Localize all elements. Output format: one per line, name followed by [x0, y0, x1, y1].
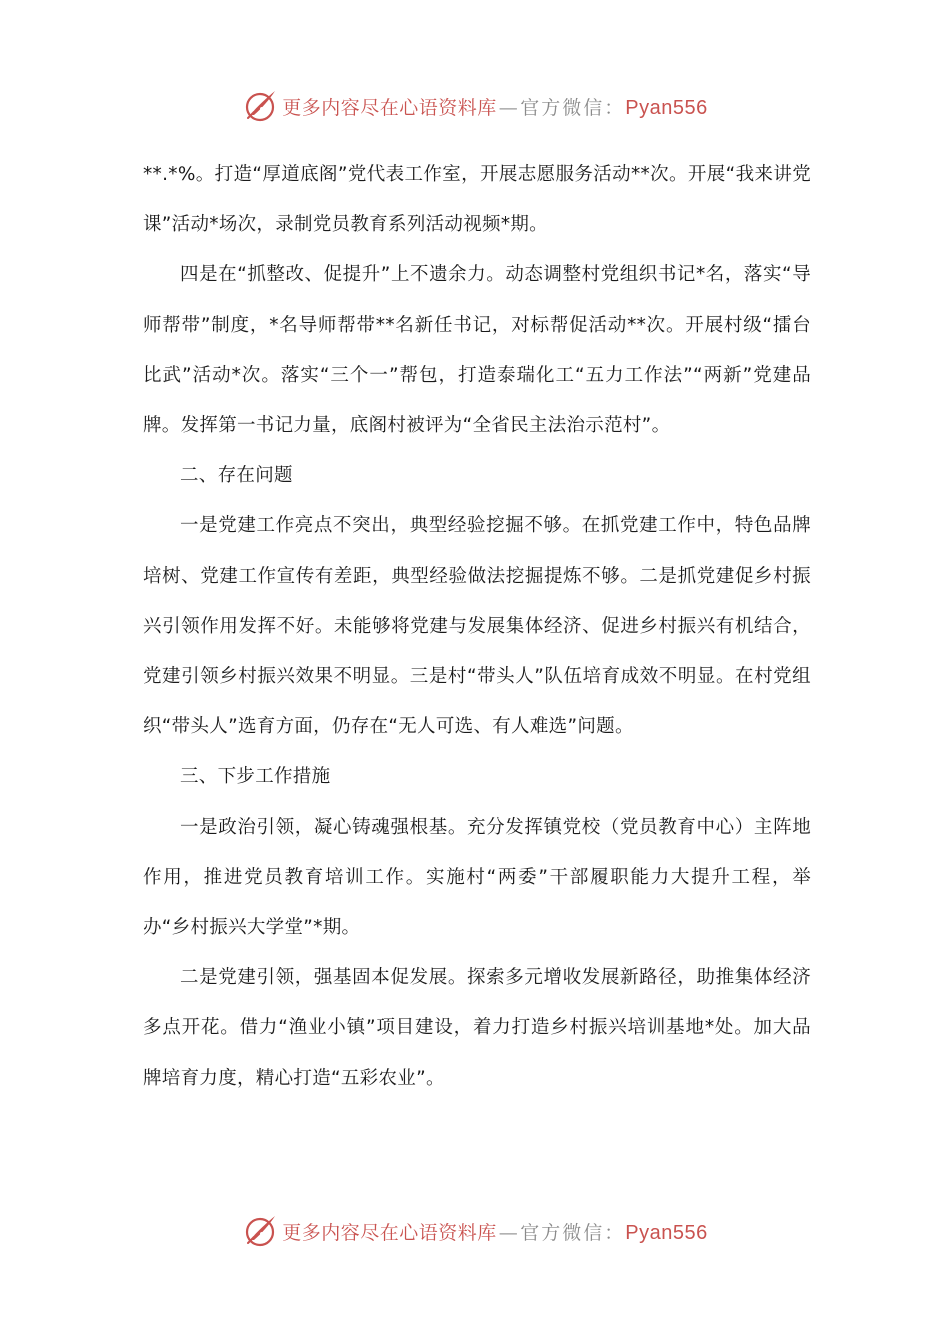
watermark-text: [282, 1218, 708, 1245]
paragraph-measure-two: 二是党建引领，强基固本促发展。探索多元增收发展新路径，助推集体经济多点开花。借力“渔业小镇”项目建设，着力打造乡村振兴培训基地*处。加大品牌培育力度，精心打造“五彩农业”。: [143, 967, 811, 1089]
paragraph-problems: 一是党建工作亮点不突出，典型经验挖掘不够。在抓党建工作中，特色品牌培树、党建工作宣传有差距，典型经验做法挖掘提炼不够。二是抓党建促乡村振兴引领作用发挥不好。未能够将党建与发展集体经济、促进乡村振兴有机结合，党建引领乡村振兴效果不明显。三是村“带头人”队伍培育成效不明显。在村党组织“带头人”选育方面，仍存在“无人可选、有人难选”问题。: [143, 515, 811, 738]
paragraph-measure-one: 一是政治引领，凝心铸魂强根基。充分发挥镇党校（党员教育中心）主阵地作用，推进党员教育培训工作。实施村“两委”干部履职能力大提升工程，举办“乡村振兴大学堂”*期。: [143, 816, 811, 939]
section-heading-next-steps: 三、下步工作措施: [180, 766, 331, 788]
quill-pen-logo-icon: [242, 88, 278, 124]
paragraph-point-four: 四是在“抓整改、促提升”上不遗余力。动态调整村党组织书记*名，落实“导师帮带”制度，*名导师帮带**名新任书记，对标帮促活动**次。开展村级“擂台比武”活动*次。落实“三个一”帮包，打造泰瑞化工“五力工作法”“两新”党建品牌。发挥第一书记力量，底阁村被评为“全省民主法治示范村”。: [143, 264, 811, 437]
section-heading-problems: 二、存在问题: [180, 465, 293, 487]
watermark-official-label: 官方微信：: [520, 1221, 626, 1244]
paragraph-continued-activities: **.*%。打造“厚道底阁”党代表工作室，开展志愿服务活动**次。开展“我来讲党课”活动*场次，录制党员教育系列活动视频*期。: [143, 164, 811, 236]
footer-watermark-banner: [0, 1209, 950, 1253]
watermark-dash: —: [498, 1221, 519, 1244]
watermark-brand-text: 更多内容尽在心语资料库: [282, 96, 497, 119]
watermark-wechat-id: Pyan556: [625, 1221, 708, 1244]
quill-pen-logo-icon: [242, 1213, 278, 1249]
watermark-wechat-id: Pyan556: [625, 96, 708, 119]
watermark-official-label: 官方微信：: [520, 96, 626, 119]
watermark-dash: —: [498, 96, 519, 119]
watermark-brand-text: 更多内容尽在心语资料库: [282, 1221, 497, 1244]
document-body: [143, 150, 811, 1104]
header-watermark-banner: [0, 84, 950, 128]
watermark-text: [282, 93, 708, 120]
